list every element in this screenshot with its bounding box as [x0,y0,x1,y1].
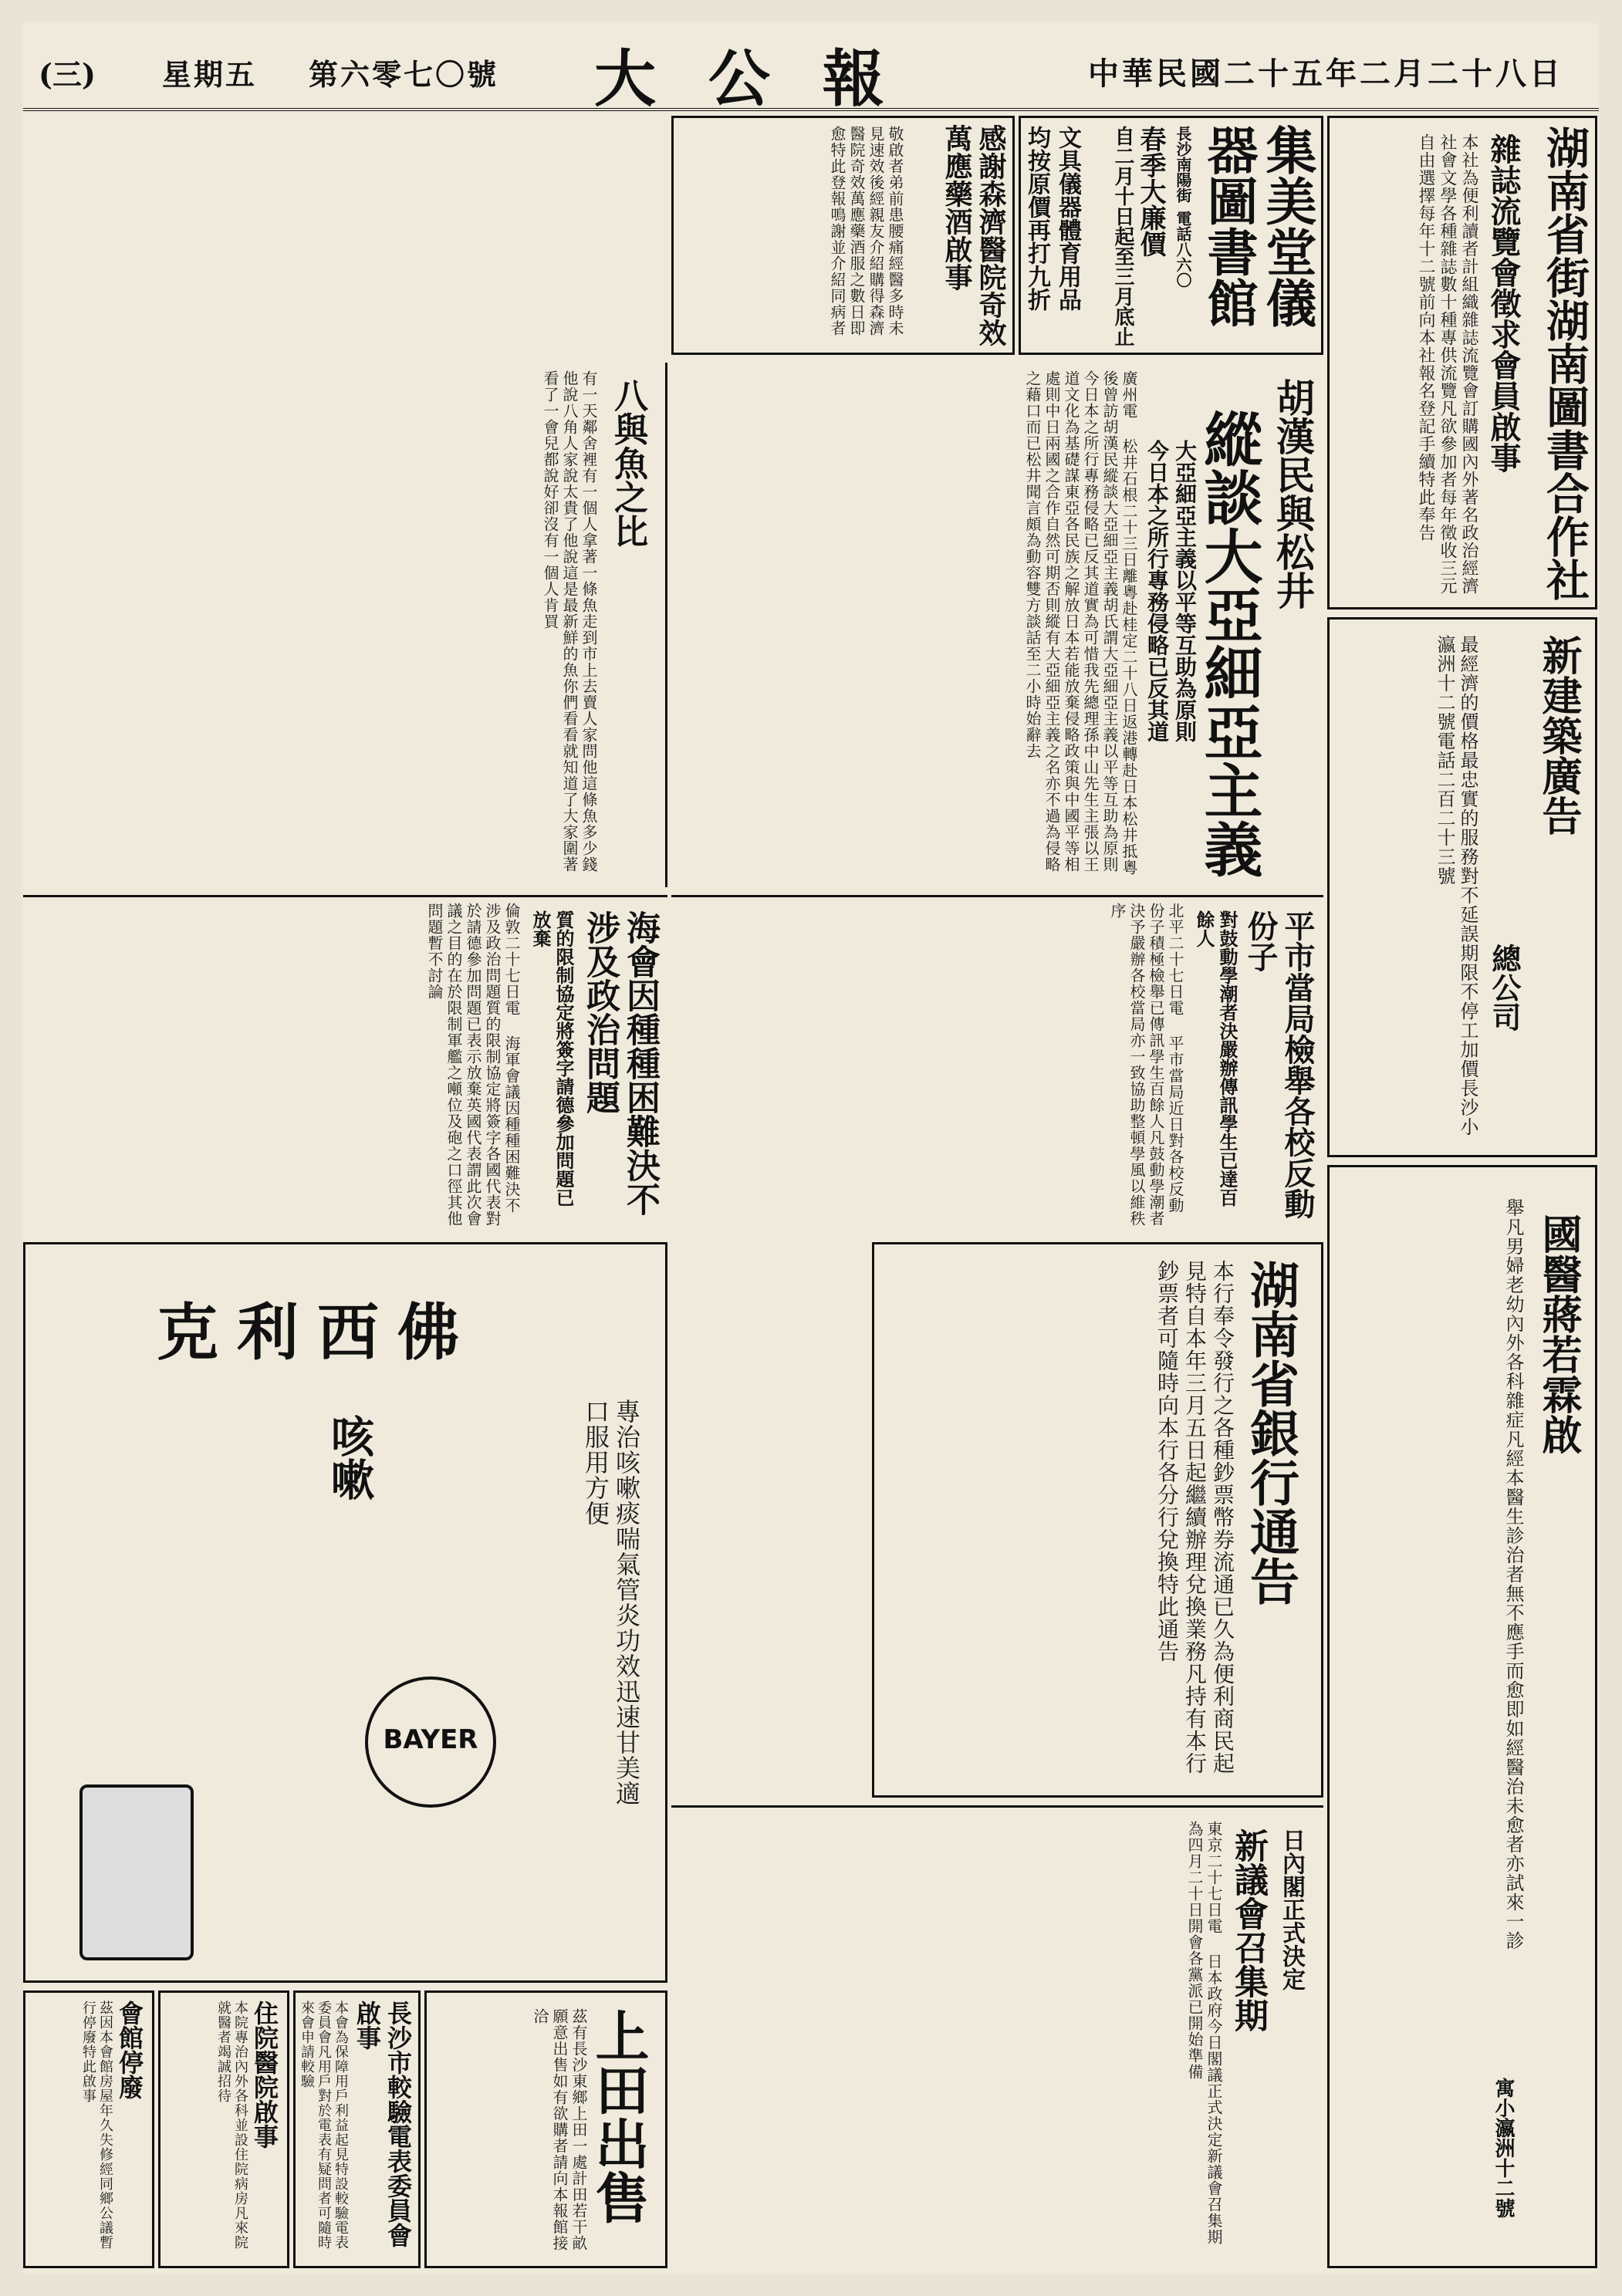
article-fish [23,363,667,887]
article-council-body: 東京二十七日電 日本政府今日閣議正式決定新議會召集期為四月二十日開會各黨派已開始準備 [1185,1821,1223,2245]
article-bank-body: 本行奉令發行之各種鈔票幣券流通已久為便利商民起見特自本年三月五日起繼續辦理兌換業務凡持有本行鈔票者可隨時向本行各分行兌換特此通告 [1154,1260,1235,1774]
article-asia-subhead2: 今日本之所行專務侵略已反其道 [1144,440,1170,742]
ad-bookstore [1019,116,1323,355]
ad-magazine-headline: 雜誌流覽會徵求會員啟事 [1485,133,1522,473]
article-naval-headline: 海會因種種困難決不涉及政治問題 [580,910,660,1216]
ad-sale-headline: 上田出售 [586,2008,650,2224]
ad-medical-address: 寓小瀛洲十二號 [1492,2078,1515,2218]
ad-association [23,1990,154,2268]
article-asia-body: 廣州電 松井石根二十三日離粵赴桂定二十八日返港轉赴日本松井抵粵後曾訪胡漢民縱談大亞細亞主義胡氏謂大亞細亞主義以平等互助為原則今日本之所行專務侵略已反其道實為可惜我先總理孫中山先生主張以王道文化為基礎謀東亞各民族之解放日本若能放棄侵略政策與中國平等相處則中日兩國之合作自然可期否則縱有大亞細亞主義之名亦不過為侵略之藉口而已松井聞言頗為動容雙方談話至二小時始辭去 [1023,370,1138,876]
ad-bayer-brand-en: BAYER [383,1724,478,1755]
ad-thanks-title: 感謝森濟醫院奇效萬應藥酒啟事 [941,124,1007,346]
article-schools-body: 北平二十七日電 平市當局近日對各校反動份子積極檢舉已傳訊學生百餘人凡鼓動學潮者決予嚴辦各校當局亦一致協助整頓學風以維秩序 [1108,903,1184,1227]
ad-bayer-body: 專治咳嗽痰喘氣管炎功效迅速甘美適口服用方便 [581,1399,641,1806]
article-schools-subhead: 對鼓動學潮者決嚴辦傳訊學生已達百餘人 [1193,910,1238,1207]
article-fish-headline: 八與魚之比 [608,378,647,548]
ad-committee-body: 本會為保障用戶利益起見特設較驗電表委員會凡用戶對於電表有疑問者可隨時來會申請較驗 [299,2001,349,2250]
ad-bookstore-phone: 電話八六〇 [1174,211,1192,288]
ad-magazine-title: 湖南省街湖南圖書合作社 [1539,126,1590,601]
ad-bookstore-name: 集美堂儀器圖書館 [1198,124,1317,328]
ad-committee [293,1990,421,2268]
article-bank [872,1242,1323,1798]
ad-bayer-logo [365,1676,496,1808]
ad-clinic-body: 本院專治內外各科並設住院病房凡來院就醫者竭誠招待 [215,2001,248,2250]
ad-medical-right [1327,1165,1597,2268]
article-schools [671,895,1323,1234]
article-fish-body: 有一天鄰舍裡有一個人拿著一條魚走到市上去賣人家問他這條魚多少錢他說八角人家說太貴了他說這是最新鮮的魚你們看看就知道了大家圍著看了一會兒都說好卻沒有一個人肯買 [541,370,598,873]
ad-sale [424,1990,667,2268]
ad-bayer-brand: 克利西佛 [157,1296,478,1369]
ad-medical-body: 舉凡男婦老幼內外各科雜症凡經本醫生診治者無不應手而愈即如經醫治未愈者亦試來一診 [1502,1198,1524,1950]
ad-magazine-body: 本社為便利讀者計組織雜誌流覽會訂購國內外著名政治經濟社會文學各種雜誌數十種專供流覽凡欲參加者每年徵收三元自由選擇每年十二號前向本社報名登記手續特此奉告 [1416,133,1478,595]
ad-bookstore-sale-dates: 自二月十日起至三月底止 [1111,126,1134,346]
masthead [23,23,1599,115]
masthead-page: (三) [39,57,96,92]
article-naval-subhead: 質的限制協定將簽字請德參加問題已放棄 [529,910,575,1207]
article-asia-subhead1: 大亞細亞主義以平等互助為原則 [1172,440,1198,742]
article-council [671,1805,1323,2268]
ad-thanks-body: 敬啟者弟前患腰痛經醫多時未見速效後經親友介紹購得森濟醫院奇效萬應藥酒服之數日即愈特此登報鳴謝並介紹同病者 [828,126,904,336]
ad-new-building-title: 新建築廣告 [1535,635,1582,836]
article-naval [23,895,667,1234]
article-council-headline: 新議會召集期 [1228,1828,1268,2032]
article-asia-headline2: 縱談大亞細亞主義 [1195,409,1263,878]
ad-sale-body: 茲有長沙東鄉上田一處計田若干畝願意出售如有欲購者請向本報館接洽 [531,2008,588,2251]
article-council-subhead: 日內閣正式決定 [1278,1828,1305,1990]
article-naval-body: 倫敦二十七日電 海軍會議因種種困難決不涉及政治問題質的限制協定將簽字各國代表對於請德參加問題已表示放棄英國代表謂此次會議之目的在於限制軍艦之噸位及砲之口徑其他問題暫不討論 [425,903,521,1227]
ad-committee-headline: 長沙市較驗電表委員會啟事 [353,2001,413,2247]
ad-bayer [23,1242,667,1983]
masthead-title: 大 公 報 [594,42,900,115]
ad-new-building-body: 最經濟的價格最忠實的服務對不延誤期限不停工加價長沙小瀛洲十二號電話二百二十三號 [1434,635,1478,1136]
ad-bookstore-address: 長沙南陽街 [1174,126,1192,203]
article-bank-headline: 湖南省銀行通告 [1242,1260,1299,1606]
masthead-weekday: 星期五 [162,57,258,92]
masthead-issue: 第六零七〇號 [309,57,499,92]
newspaper-page [23,23,1599,2273]
ad-bayer-illustration [79,1784,194,1960]
article-asia [671,363,1323,887]
ad-bookstore-sale-title: 春季大廉價 [1135,126,1166,257]
ad-thanks [671,116,1015,355]
ad-bayer-subject: 咳嗽 [324,1414,375,1501]
masthead-date: 中華民國二十五年二月二十八日 [1088,56,1563,92]
article-schools-headline: 平市當局檢舉各校反動份子 [1242,910,1316,1219]
ad-magazine [1327,116,1597,609]
ad-association-headline: 會館停廢 [115,2001,144,2099]
ad-association-body: 茲因本會館房屋年久失修經同鄉公議暫行停廢特此啟事 [80,2001,113,2250]
ad-medical-title: 國醫蔣若霖啟 [1535,1214,1582,1454]
ad-bookstore-sale-items: 文具儀器體育用品 [1054,126,1081,311]
article-asia-headline1: 胡漢民與松井 [1270,378,1316,609]
ad-bookstore-sale-price: 均按原價再打九折 [1023,126,1050,311]
ad-new-building-company: 總公司 [1487,944,1522,1032]
ad-clinic [158,1990,289,2268]
ad-new-building [1327,617,1597,1157]
ad-clinic-headline: 住院醫院啟事 [250,2001,279,2149]
